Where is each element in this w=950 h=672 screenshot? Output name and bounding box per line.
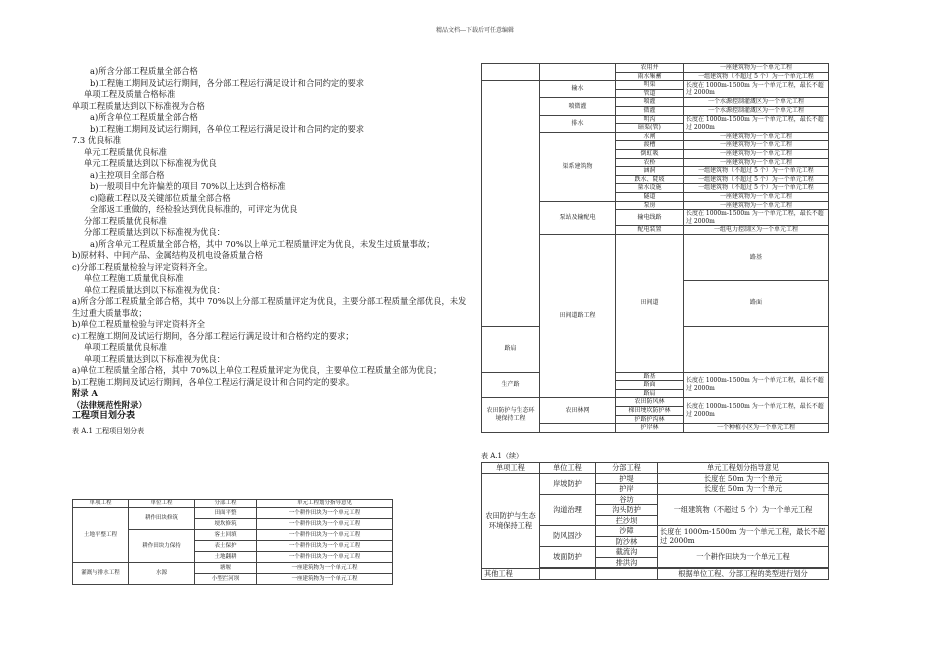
- table-cell: 喷微灌: [540, 98, 616, 115]
- body-line: 全部返工重做的，经检验达到优良标准的，可评定为优良: [90, 204, 298, 214]
- table-cell: 田间道: [616, 234, 684, 372]
- table-cell: 沙障: [596, 526, 658, 537]
- body-line: 单项工程质量优良标准: [84, 342, 167, 352]
- table-cell: 明渠: [616, 81, 684, 90]
- table-cell: 渠系建筑物: [540, 132, 616, 201]
- table-cell: 客土回填: [195, 530, 257, 541]
- body-line: b)原材料、中间产品、金属结构及机电设备质量合格: [72, 250, 264, 260]
- table-cell: 水源: [129, 563, 195, 585]
- table-cell: 土地平整工程: [73, 508, 129, 563]
- left-column: [72, 66, 472, 437]
- table-cell: 防沙林: [596, 536, 658, 547]
- table-cell: 一组建筑物（不超过 5 个）为一个单元工程: [684, 184, 829, 193]
- table-cell: 护岸: [596, 484, 658, 495]
- table-cell: 一座建筑物为一个单元工程: [684, 158, 829, 167]
- table-cell: 坡面防护: [540, 547, 596, 568]
- table-cell: 其他工程: [482, 569, 540, 580]
- table-cell: 一座建筑物为一个单元工程: [684, 132, 829, 141]
- table-cell: 农田林网: [540, 398, 616, 424]
- table-cell: 水闸: [616, 132, 684, 141]
- table-cell: [540, 569, 596, 580]
- table-cell: 一个耕作田块为一个单元工程: [257, 508, 393, 519]
- table-cell: 田面平整: [195, 508, 257, 519]
- appendix-heading: 工程项目划分表: [72, 411, 136, 421]
- body-line: a)所含单元工程质量全部合格，其中 70%以上单元工程质量评定为优良，未发生过质量事故；: [90, 238, 435, 249]
- table-caption: 表 A.1 工程项目划分表: [72, 426, 145, 435]
- table-row: [73, 508, 393, 519]
- table-cell: [540, 424, 616, 433]
- table-cell: [540, 64, 616, 81]
- body-line: b)单位工程质量检验与评定资料齐全: [72, 319, 206, 329]
- body-line: c)分部工程质量检验与评定资料齐全。: [72, 261, 213, 272]
- body-line: a)所含单位工程质量全部合格: [90, 112, 198, 122]
- table-cell: 喷灌: [616, 98, 684, 107]
- table-cell: 一个种植小区为一个单元工程: [684, 424, 829, 433]
- body-text: [72, 66, 472, 388]
- table-cell: 埂坎修筑: [195, 519, 257, 530]
- body-line: b)工程施工期间及试运行期间，各单位工程运行满足设计和合同约定的要求。: [72, 376, 355, 387]
- table-cell: 长度在 1000m-1500m 为一个单元工程，最长不超过 2000m: [684, 115, 829, 132]
- body-line: a)所含分部工程质量全部合格: [90, 66, 198, 76]
- body-line: c)工程施工期间及试运行期间，各分部工程运行满足设计和合格约定的要求；: [72, 330, 354, 341]
- table-cell: 一组建筑物（不超过 5 个）为一个单元工程: [684, 167, 829, 176]
- body-line: 分部工程质量达到以下标准视为优良：: [84, 227, 226, 237]
- table-cell: 排洪沟: [596, 557, 658, 568]
- table-cell: 农田防护与生态环境保持工程: [482, 398, 540, 432]
- table-cell: 路面: [616, 381, 684, 390]
- body-line: 单元工程质量达到以下标准视为优良: [84, 158, 217, 168]
- table-cell: [482, 81, 540, 326]
- table-cell: 渡槽: [616, 141, 684, 150]
- table-cell: 护路护沟林: [616, 415, 684, 424]
- table-cell: 倒虹吸: [616, 149, 684, 158]
- project-division-table: [72, 499, 393, 585]
- table-cell: 土地翻耕: [195, 552, 257, 563]
- table-cell: 一座建筑物为一个单元工程: [684, 149, 829, 158]
- table-cell: 一座建筑物为一个单元工程: [257, 563, 393, 574]
- table-cell: 护堤: [596, 473, 658, 484]
- table-cell: 小型拦河坝: [195, 574, 257, 585]
- table-cell: 长度在 1000m-1500m 为一个单元工程，最长不超过 2000m: [684, 398, 829, 424]
- table-cell: 路基: [616, 372, 684, 381]
- table-cell: 生产路: [482, 372, 540, 398]
- table-row: [482, 81, 829, 90]
- table-cell: 泵房: [616, 201, 684, 210]
- table-cell: 输电线路: [616, 210, 684, 226]
- project-division-table-cont: [481, 63, 829, 433]
- table-cell: 一个水源控制灌溉区为一个单元工程: [684, 106, 829, 115]
- body-line: b)工程施工期间及试运行期间，各单位工程运行满足设计和合同约定的要求: [90, 123, 365, 134]
- table-row: [482, 372, 829, 381]
- appendix-subtitle: （法律规范性附录）: [72, 399, 147, 410]
- body-line: b)工程施工期间及试运行期间，各分部工程运行满足设计和合同约定的要求: [90, 77, 365, 88]
- table-cell: 一组电力控制区为一个单元工程: [684, 226, 829, 235]
- table-cell: 微灌: [616, 106, 684, 115]
- table-cell: 泵站及输配电: [540, 201, 616, 234]
- table-cell: 一个耕作田块为一个单元工程: [257, 519, 393, 530]
- table-cell: 长度在 1000m-1500m 为一个单元工程，最长不超过 2000m: [658, 526, 829, 547]
- table-cell: 一座建筑物为一个单元工程: [684, 192, 829, 201]
- body-line: 单项工程质量达到以下标准视为合格: [72, 100, 205, 111]
- table-cell: 梯田埂坎防护林: [616, 406, 684, 415]
- table-cell: 农田防风林: [616, 398, 684, 407]
- table-header: 单项工程: [482, 463, 540, 474]
- table-cell: 一个耕作田块为一个单元工程: [257, 541, 393, 552]
- project-division-table-cont-2: [481, 462, 829, 580]
- table-cell: 沟道治理: [540, 494, 596, 526]
- table-cell: 防风固沙: [540, 526, 596, 547]
- body-line: 单项工程质量达到以下标准视为优良：: [84, 353, 226, 364]
- table-cell: 岸坡防护: [540, 473, 596, 494]
- table-cell: 一座建筑物为一个单元工程: [257, 574, 393, 585]
- table-cell: 一组建筑物（不超过 5 个）为一个单元工程: [658, 494, 829, 526]
- body-line: c)隐蔽工程以及关键部位质量全部合格: [90, 192, 231, 203]
- appendix-title: 附录 A: [72, 388, 98, 398]
- page-header: 精品文档---下载后可任意编辑: [435, 27, 515, 34]
- table-cell: 根据单位工程、分部工程的类型进行划分: [658, 569, 829, 580]
- table-cell: 拦沙坝: [596, 515, 658, 526]
- table-cell: 明沟: [616, 115, 684, 124]
- table-cell: 耕作田块修筑: [129, 508, 195, 530]
- table-cell: 农田防护与生态环境保持工程: [482, 473, 540, 569]
- table-cell: 田间道路工程: [540, 234, 616, 397]
- table-header-row: [482, 463, 829, 474]
- table-header: 单元工程划分指导意见: [658, 463, 829, 474]
- table-cell: 护岸林: [616, 424, 684, 433]
- table-cell: 涵洞: [616, 167, 684, 176]
- table-cell: 配电装置: [616, 226, 684, 235]
- table-cell: 灌溉与排水工程: [73, 563, 129, 585]
- table-cell: 表土保护: [195, 541, 257, 552]
- table-cell: 一个耕作田块为一个单元工程: [658, 547, 829, 568]
- table-header: 单位工程: [540, 463, 596, 474]
- table-cell: 一座建筑物为一个单元工程: [684, 64, 829, 73]
- table-cell: 管道: [616, 89, 684, 98]
- table-row: [73, 563, 393, 574]
- body-line: b)一般项目中允许偏差的项目 70%以上达到合格标准: [90, 181, 286, 191]
- table-cell: 长度在 50m 为一个单元: [658, 484, 829, 495]
- table-cell: 雨水集蓄: [616, 72, 684, 81]
- table-cell: 排水: [540, 115, 616, 132]
- table-cell: 输水: [540, 81, 616, 98]
- body-line: 单元工程质量优良标准: [84, 146, 167, 157]
- table-cell: 长度在 1000m-1500m 为一个单元工程，最长不超过 2000m: [684, 210, 829, 226]
- body-line: a)主控项目全部合格: [90, 169, 165, 180]
- table-header: 单项工程: [73, 500, 129, 508]
- table-header: 单元工程划分指导意见: [257, 500, 393, 508]
- table-header: 分部工程: [596, 463, 658, 474]
- table-cell: 农桥: [616, 158, 684, 167]
- table-cell: 量水设施: [616, 184, 684, 193]
- table-cell: 长度在 1000m-1500m 为一个单元工程，最长不超过 2000m: [684, 81, 829, 98]
- table-header: 分部工程: [195, 500, 257, 508]
- table-cell: 隧道: [616, 192, 684, 201]
- table-cell: 长度在 1000m-1500m 为一个单元工程，最长不超过 2000m: [684, 372, 829, 398]
- table-cell: 一座建筑物为一个单元工程: [684, 201, 829, 210]
- table-cell: 谷坊: [596, 494, 658, 505]
- table-cell: 一个水源控制灌溉区为一个单元工程: [684, 98, 829, 107]
- table-cell: 耕作田块力保持: [129, 530, 195, 563]
- table-cell: [482, 64, 540, 81]
- table-cell: 一座建筑物为一个单元工程: [684, 141, 829, 150]
- table-cell: 路基: [684, 234, 829, 280]
- table-row: [482, 398, 829, 407]
- table-cell: 截流沟: [596, 547, 658, 558]
- table-header-row: [73, 500, 393, 508]
- table-cell: 一个耕作田块为一个单元工程: [257, 552, 393, 563]
- body-line: 单项工程及质量合格标准: [84, 89, 176, 99]
- table-cell: 跌水、陡坡: [616, 175, 684, 184]
- body-line: 单位工程施工质量优良标准: [84, 273, 184, 283]
- table-row: [482, 64, 829, 73]
- table-cell: 一个耕作田块为一个单元工程: [257, 530, 393, 541]
- table-cell: 路肩: [616, 389, 684, 398]
- table-cell: 路肩: [482, 326, 540, 372]
- body-line: a)所含分部工程质量全部合格，其中 70%以上分部工程质量评定为优良，主要分部工程质量全部优良，未发生过重大质量事故；: [72, 296, 467, 318]
- table-cell: 农用井: [616, 64, 684, 73]
- table-cell: 一组建筑物（不超过 5 个）为一个单元工程: [684, 72, 829, 81]
- body-line: 7.3 优良标准: [72, 135, 122, 145]
- table-cell: 一组建筑物（不超过 5 个）为一个单元工程: [684, 175, 829, 184]
- table-cell: 长度在 50m 为一个单元: [658, 473, 829, 484]
- table-header: 单位工程: [129, 500, 195, 508]
- table-row: [482, 569, 829, 580]
- table-row: [482, 473, 829, 484]
- table-cell: 路面: [684, 280, 829, 326]
- table-cell: 沟头防护: [596, 505, 658, 516]
- body-line: 分部工程质量优良标准: [84, 215, 167, 226]
- body-line: 单位工程质量达到以下标准视为优良：: [84, 284, 226, 295]
- body-line: a)单位工程质量全部合格，其中 70%以上单位工程质量评定为优良，主要单位工程质量全部为优良；: [72, 365, 442, 375]
- table-cell: 塘堰: [195, 563, 257, 574]
- table-cell: [596, 569, 658, 580]
- table-cont-caption: 表 A.1（续）: [481, 452, 523, 460]
- table-cell: 暗渠(管): [616, 124, 684, 133]
